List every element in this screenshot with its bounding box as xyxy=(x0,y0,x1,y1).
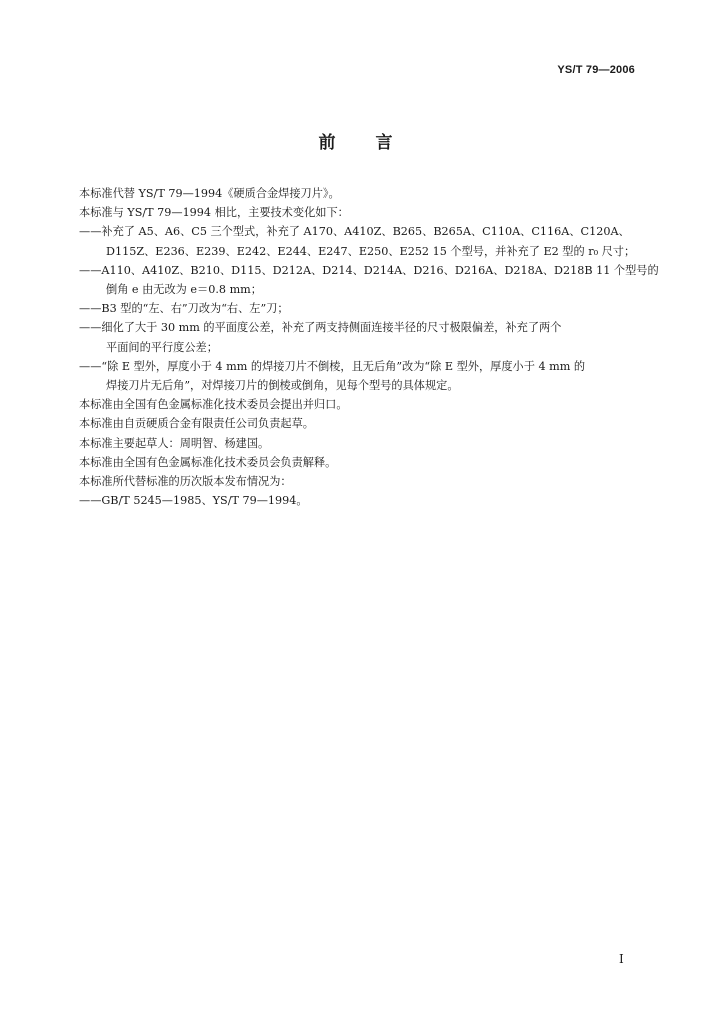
paragraph-line: 本标准由自贡硬质合金有限责任公司负责起草。 xyxy=(79,417,314,431)
change-item-line: ——B3 型的“左、右”刀改为“右、左”刀； xyxy=(79,302,289,316)
paragraph-line: 本标准由全国有色金属标准化技术委员会提出并归口。 xyxy=(79,398,348,412)
standard-code: YS/T 79—2006 xyxy=(557,64,635,76)
page-number: I xyxy=(619,952,624,966)
change-item-line: ——细化了大于 30 mm 的平面度公差，补充了两支持侧面连接半径的尺寸极限偏差，补充了两个 xyxy=(79,321,562,335)
paragraph-line: 本标准与 YS/T 79—1994 相比，主要技术变化如下： xyxy=(79,206,349,220)
title-char-2: 言 xyxy=(375,133,393,153)
paragraph-line: 本标准由全国有色金属标准化技术委员会负责解释。 xyxy=(79,455,337,469)
paragraph-line: 本标准所代替标准的历次版本发布情况为： xyxy=(79,475,292,489)
paragraph-line: 本标准主要起草人：周明智、杨建国。 xyxy=(79,436,270,450)
change-item-line: ——GB/T 5245—1985、YS/T 79—1994。 xyxy=(79,494,308,508)
change-item-continuation: 焊接刀片无后角”，对焊接刀片的倒棱或倒角，见每个型号的具体规定。 xyxy=(106,379,459,393)
foreword-body xyxy=(79,184,659,510)
page-title xyxy=(0,128,711,153)
change-item-line: ——A110、A410Z、B210、D115、D212A、D214、D214A、D216、D216A、D218A、D218B 11 个型号的 xyxy=(79,263,659,277)
change-item-line: ——补充了 A5、A6、C5 三个型式，补充了 A170、A410Z、B265、B265A、C110A、C116A、C120A、 xyxy=(79,225,630,239)
change-item-continuation: D115Z、E236、E239、E242、E244、E247、E250、E252 15 个型号，并补充了 E2 型的 r₀ 尺寸； xyxy=(106,244,636,258)
change-item-line: ——“除 E 型外，厚度小于 4 mm 的焊接刀片不倒棱，且无后角”改为“除 E 型外，厚度小于 4 mm 的 xyxy=(79,359,586,373)
change-item-continuation: 倒角 e 由无改为 e＝0.8 mm； xyxy=(106,283,262,297)
change-item-continuation: 平面间的平行度公差； xyxy=(106,340,218,354)
paragraph-line: 本标准代替 YS/T 79—1994《硬质合金焊接刀片》。 xyxy=(79,187,340,200)
title-char-1: 前 xyxy=(318,133,336,153)
